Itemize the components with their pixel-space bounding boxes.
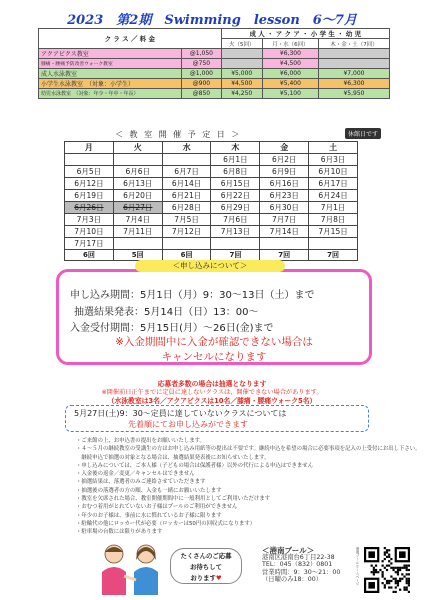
calendar-date: 6月1日 xyxy=(211,154,260,166)
qr-module xyxy=(386,569,388,571)
opening-hours: 営業時間：9：30〜21：00 xyxy=(262,568,341,576)
calendar-date: 7月4日 xyxy=(113,214,162,226)
qr-module xyxy=(384,578,386,580)
qr-module xyxy=(399,567,401,569)
page-title: 2023 第2期 Swimming lesson 6〜7月 xyxy=(67,13,357,28)
qr-module xyxy=(403,565,405,567)
qr-module xyxy=(386,582,388,584)
schedule-calendar xyxy=(64,141,358,261)
calendar-date: 7月10日 xyxy=(65,226,114,238)
qr-module xyxy=(408,565,410,567)
qr-module xyxy=(408,584,410,586)
qr-module xyxy=(397,584,399,586)
message-bubble xyxy=(170,548,242,584)
calendar-date: 7月3日 xyxy=(65,214,114,226)
payment-period: 入金受付期間：5月15日(月）〜26日(金)まで xyxy=(70,323,274,334)
facility-address: 港南区港南台6丁目22-38 xyxy=(262,554,335,562)
fee-row xyxy=(39,69,390,79)
facility-name: ＜港南プール＞ xyxy=(262,546,315,555)
calendar-date: 6月26日 xyxy=(65,202,114,214)
qr-module xyxy=(388,554,390,556)
first-come-date: 5月27日(土)9：30〜定員に達していないクラスについては xyxy=(74,409,287,418)
qr-module xyxy=(399,580,401,582)
qr-module xyxy=(373,571,375,573)
calendar-date: 6月16日 xyxy=(260,178,309,190)
fee-value: ¥5,950 xyxy=(318,89,389,99)
fee-row xyxy=(39,89,390,99)
calendar-date xyxy=(113,238,162,250)
qr-module xyxy=(401,578,403,580)
qr-module xyxy=(397,580,399,582)
fee-value xyxy=(221,59,262,69)
calendar-date xyxy=(260,238,309,250)
qr-module xyxy=(382,573,384,575)
qr-module xyxy=(403,575,405,577)
calendar-date: 6月8日 xyxy=(211,166,260,178)
qr-caption: 港南プールホームページ xyxy=(356,547,360,586)
qr-module xyxy=(401,567,403,569)
calendar-date: 7月13日 xyxy=(211,226,260,238)
day-header: 火 xyxy=(113,142,162,154)
fee-class-name: 膝痛・腰痛予防改善ウォーク教室 xyxy=(39,59,182,69)
qr-module xyxy=(386,549,388,551)
qr-module xyxy=(408,580,410,582)
contact-info xyxy=(262,547,340,583)
note-item: ・駐輪代の他にロッカー代が必要（ロッカーは50円の回収式になります） xyxy=(76,520,256,527)
qr-module xyxy=(371,565,373,567)
qr-module xyxy=(392,567,394,569)
calendar-date: 6月24日 xyxy=(309,190,358,202)
qr-module xyxy=(397,569,399,571)
qr-module xyxy=(390,586,392,588)
calendar-date: 7月5日 xyxy=(162,214,211,226)
calendar-date: 6月2日 xyxy=(260,154,309,166)
session-count: 7回 xyxy=(309,250,358,261)
qr-module xyxy=(397,567,399,569)
qr-module xyxy=(392,578,394,580)
session-count: 7回 xyxy=(260,250,309,261)
heart-icon: ♥ xyxy=(215,574,222,582)
qr-module xyxy=(375,569,377,571)
qr-module xyxy=(382,565,384,567)
qr-module xyxy=(406,569,408,571)
qr-module xyxy=(384,554,386,556)
qr-module xyxy=(403,567,405,569)
qr-module xyxy=(390,562,392,564)
qr-module xyxy=(397,571,399,573)
fee-value: ¥4,250 xyxy=(221,89,262,99)
qr-module xyxy=(403,589,405,591)
calendar-date: 7月17日 xyxy=(65,238,114,250)
calendar-date: 6月21日 xyxy=(162,190,211,202)
staff-illustration xyxy=(96,540,166,595)
fee-day-header: 木・金・土（7回） xyxy=(318,39,389,49)
day-header: 木 xyxy=(211,142,260,154)
qr-module xyxy=(399,589,401,591)
fee-value xyxy=(221,49,262,59)
fee-unit-price: @750 xyxy=(182,59,221,69)
calendar-date: 6月29日 xyxy=(211,202,260,214)
qr-module xyxy=(388,549,390,551)
opening-hours-sunday: （日曜のみ18：00） xyxy=(262,575,323,583)
day-header: 土 xyxy=(309,142,358,154)
qr-module xyxy=(408,569,410,571)
calendar-date: 6月17日 xyxy=(309,178,358,190)
note-item: ・入金後の返金／変更／キャンセルはできません xyxy=(76,471,195,478)
qr-module xyxy=(388,580,390,582)
qr-module xyxy=(395,580,397,582)
qr-module xyxy=(386,551,388,553)
qr-module xyxy=(399,569,401,571)
calendar-date xyxy=(162,154,211,166)
qr-module xyxy=(406,586,408,588)
qr-module xyxy=(395,567,397,569)
qr-module xyxy=(384,586,386,588)
calendar-date: 6月30日 xyxy=(260,202,309,214)
calendar-date: 6月15日 xyxy=(211,178,260,190)
qr-module xyxy=(408,573,410,575)
qr-module xyxy=(384,558,386,560)
calendar-date: 6月10日 xyxy=(309,166,358,178)
qr-module xyxy=(395,591,397,593)
fee-value: ¥5,000 xyxy=(221,69,262,79)
fee-header-class: ク ラ ス ／ 料 金 xyxy=(39,29,222,49)
qr-module xyxy=(395,582,397,584)
qr-module xyxy=(406,589,408,591)
fee-value: ¥5,400 xyxy=(262,79,318,89)
fee-table xyxy=(38,28,390,99)
bubble-line: お待ちして xyxy=(190,563,222,571)
calendar-date: 6月27日 xyxy=(113,202,162,214)
qr-module xyxy=(388,582,390,584)
qr-module xyxy=(371,571,373,573)
fee-value: ¥6,300 xyxy=(262,49,318,59)
payment-warning: ※入金期間中に入金が確認できない場合は xyxy=(115,336,313,348)
fee-class-name: アクアビクス教室 xyxy=(39,49,182,59)
qr-module xyxy=(386,565,388,567)
note-item: ・教室を欠席された場合、教室開催期間中に一般利用としてご利用いただけます xyxy=(76,496,271,503)
calendar-date: 7月6日 xyxy=(211,214,260,226)
qr-module xyxy=(390,558,392,560)
qr-module xyxy=(397,582,399,584)
fee-value: ¥4,500 xyxy=(262,59,318,69)
calendar-date: 7月11日 xyxy=(113,226,162,238)
day-header: 金 xyxy=(260,142,309,154)
day-header: 水 xyxy=(162,142,211,154)
calendar-date: 6月12日 xyxy=(65,178,114,190)
calendar-date xyxy=(309,238,358,250)
qr-module xyxy=(406,565,408,567)
qr-module xyxy=(373,573,375,575)
qr-module xyxy=(375,565,377,567)
note-item: ・４〜５月の継続教室の受講生の方はお申し込み用紙等の提出は不要です。継続申込を希望の場合に必要事項を記入の上受付にお出し下さい。 xyxy=(76,446,421,453)
fee-value: ¥6,000 xyxy=(262,69,318,79)
qr-module xyxy=(406,578,408,580)
qr-module xyxy=(388,565,390,567)
qr-module xyxy=(406,582,408,584)
qr-module xyxy=(382,560,384,562)
calendar-date: 6月9日 xyxy=(260,166,309,178)
qr-module xyxy=(382,571,384,573)
calendar-date xyxy=(65,154,114,166)
fee-header-group: 成 人 ・ ア ク ア ・ 小 学 生 ・ 幼 児 xyxy=(221,29,389,39)
calendar-date: 7月1日 xyxy=(309,202,358,214)
calendar-date: 7月7日 xyxy=(260,214,309,226)
fee-class-name: 小学生水泳教室 （対象：小学生） xyxy=(39,79,182,89)
fee-row xyxy=(39,79,390,89)
calendar-date: 6月22日 xyxy=(211,190,260,202)
note-item: ・おむつ着用がとれていないお子様はプールのご利用ができません xyxy=(76,504,238,511)
qr-module xyxy=(401,573,403,575)
session-count: 7回 xyxy=(211,250,260,261)
application-label: ＜申し込みについて＞ xyxy=(135,260,285,272)
calendar-date xyxy=(162,238,211,250)
fee-value xyxy=(318,49,389,59)
qr-module xyxy=(395,586,397,588)
qr-module xyxy=(382,575,384,577)
fee-day-header: 火（5回） xyxy=(221,39,262,49)
fee-row xyxy=(39,49,390,59)
bubble-line xyxy=(171,573,241,584)
calendar-date: 6月13日 xyxy=(113,178,162,190)
note-item: ・駐車場の台数には限りがあります xyxy=(76,529,163,536)
qr-module xyxy=(408,591,410,593)
fee-value xyxy=(318,59,389,69)
calendar-date xyxy=(211,238,260,250)
qr-module xyxy=(397,573,399,575)
lottery-note: 応募者多数の場合は抽選となります xyxy=(157,380,267,388)
qr-module xyxy=(386,580,388,582)
qr-module xyxy=(406,580,408,582)
qr-module xyxy=(408,582,410,584)
qr-module xyxy=(386,556,388,558)
qr-module xyxy=(408,578,410,580)
qr-module xyxy=(384,584,386,586)
calendar-date: 7月15日 xyxy=(309,226,358,238)
qr-module xyxy=(406,573,408,575)
minimum-note: ※開催前日正午までに定員に達しないクラスは、開催できない場合があります。 xyxy=(101,389,323,396)
bubble-line-text: おります xyxy=(190,574,216,582)
fee-row xyxy=(39,59,390,69)
fee-value: ¥4,500 xyxy=(221,79,262,89)
qr-module xyxy=(377,571,379,573)
calendar-date: 6月6日 xyxy=(113,166,162,178)
qr-finder-module xyxy=(368,551,375,558)
qr-module xyxy=(406,567,408,569)
fee-class-name: 幼児水泳教室 （対象：年少・年中・年長） xyxy=(39,89,182,99)
session-count: 6回 xyxy=(65,250,114,261)
fee-unit-price: @900 xyxy=(182,79,221,89)
calendar-date: 6月28日 xyxy=(162,202,211,214)
fee-value: ¥7,000 xyxy=(318,69,389,79)
qr-finder-module xyxy=(399,551,406,558)
qr-finder-module xyxy=(368,582,375,589)
qr-module xyxy=(390,567,392,569)
calendar-date: 6月14日 xyxy=(162,178,211,190)
session-count: 5回 xyxy=(113,250,162,261)
note-item: ・ご来館の上、お申込書の提出をお願いいたします。 xyxy=(76,438,205,444)
note-item: ・抽選結果は、落選者のみご連絡させていただきます xyxy=(76,479,206,486)
qr-module xyxy=(384,567,386,569)
note-item: ・抽選後の落選者の方の順、入金も一緒にお願いいたします xyxy=(76,487,222,494)
fee-day-header: 月・水（6回） xyxy=(262,39,318,49)
calendar-date: 6月19日 xyxy=(65,190,114,202)
qr-module xyxy=(382,582,384,584)
qr-module xyxy=(395,571,397,573)
qr-module xyxy=(373,569,375,571)
calendar-date xyxy=(113,154,162,166)
holiday-badge: 休館日です xyxy=(345,128,381,139)
qr-module xyxy=(388,556,390,558)
qr-module xyxy=(392,591,394,593)
qr-code[interactable] xyxy=(364,547,410,593)
note-item: ・年少のお子様は、事前に水に慣れているお子様に限ります xyxy=(76,512,222,519)
note-item: ・申し込みについては、ご本人様（子どもの場合は保護者様）以外の代行による申込はできません xyxy=(76,462,314,469)
qr-module xyxy=(390,580,392,582)
qr-module xyxy=(375,571,377,573)
fee-unit-price: @1,000 xyxy=(182,69,221,79)
facility-phone: TEL：045（832）0801 xyxy=(262,561,333,569)
notes-list xyxy=(76,437,421,537)
qr-module xyxy=(392,569,394,571)
application-period: 申し込み期間：5月1日（月）9：30〜13日（土）まで xyxy=(70,290,315,301)
qr-module xyxy=(403,586,405,588)
calendar-date: 6月23日 xyxy=(260,190,309,202)
qr-module xyxy=(390,575,392,577)
schedule-title: ＜ 教 室 開 催 予 定 日 ＞ xyxy=(115,130,242,139)
fee-unit-price: @850 xyxy=(182,89,221,99)
calendar-date: 6月3日 xyxy=(309,154,358,166)
note-item: 継続申込で抽選の対象となる場合は、抽選結果発表後にお知らせいたします。 xyxy=(76,454,270,461)
qr-module xyxy=(388,560,390,562)
day-header: 月 xyxy=(65,142,114,154)
fee-class-name: 成人水泳教室 xyxy=(39,69,182,79)
bubble-line: たくさんのご応募 xyxy=(180,552,232,560)
cancel-warning: キャンセルになります xyxy=(161,351,267,363)
lottery-result-date: 抽選結果発表：5月14日（日）13：00〜 xyxy=(74,307,259,318)
qr-module xyxy=(379,569,381,571)
fee-unit-price: @1,050 xyxy=(182,49,221,59)
qr-module xyxy=(373,567,375,569)
first-come-note: 先着順にてお申し込みができます xyxy=(128,420,248,429)
calendar-date: 7月12日 xyxy=(162,226,211,238)
qr-module xyxy=(384,547,386,549)
fee-value: ¥6,300 xyxy=(318,79,389,89)
qr-module xyxy=(388,586,390,588)
session-count: 6回 xyxy=(162,250,211,261)
calendar-date: 7月8日 xyxy=(309,214,358,226)
calendar-date: 6月7日 xyxy=(162,166,211,178)
fee-value: ¥5,100 xyxy=(262,89,318,99)
calendar-date: 7月14日 xyxy=(260,226,309,238)
qr-module xyxy=(395,578,397,580)
qr-module xyxy=(399,578,401,580)
calendar-date: 6月20日 xyxy=(113,190,162,202)
minimum-counts: （水泳教室は3名／アクアビクスは10名／膝痛・腰痛ウォーク5名） xyxy=(107,397,317,405)
qr-module xyxy=(384,551,386,553)
calendar-date: 6月5日 xyxy=(65,166,114,178)
